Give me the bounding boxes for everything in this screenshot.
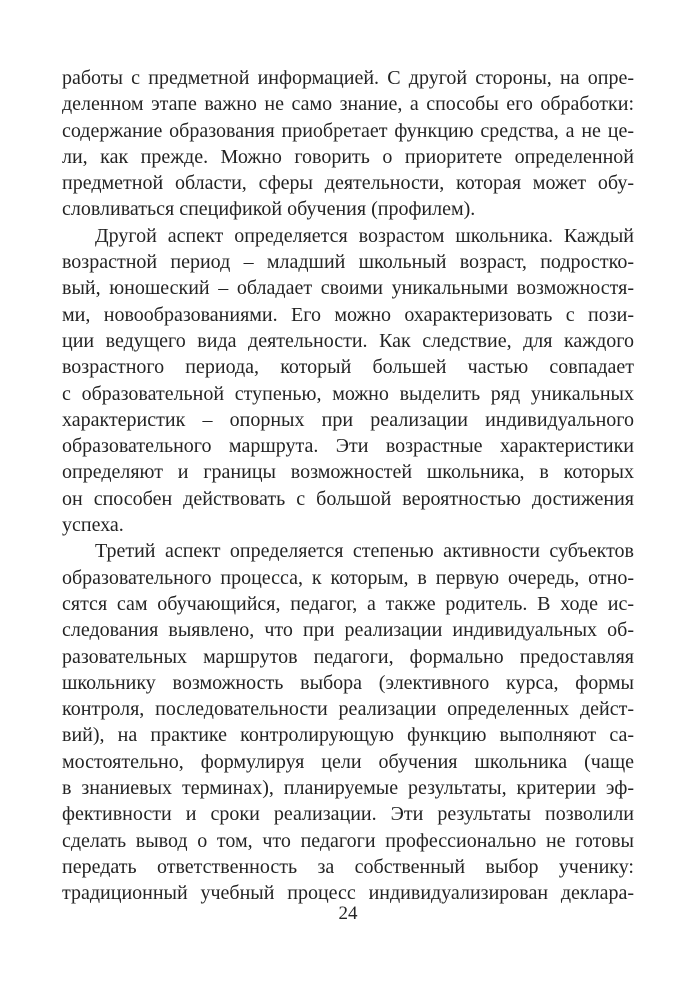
text-line: содержание образования приобретает функцию средства, а не це-: [62, 119, 634, 142]
text-line: ми, новообразованиями. Его можно охарактеризовать с пози-: [62, 303, 634, 326]
text-line: Третий аспект определяется степенью активности субъектов: [95, 540, 634, 563]
text-line: с образовательной ступенью, можно выделить ряд уникальных: [62, 382, 634, 405]
paragraph: [62, 223, 634, 539]
text-line: образовательного маршрута. Эти возрастные характеристики: [62, 435, 634, 458]
text-line: контроля, последовательности реализации определенных дейст-: [62, 698, 634, 721]
text-line: сятся сам обучающийся, педагог, а также родитель. В ходе ис-: [62, 592, 634, 615]
text-line: Другой аспект определяется возрастом школьника. Каждый: [95, 224, 634, 247]
text-line: возрастного периода, который большей частью совпадает: [62, 356, 634, 379]
text-line: работы с предметной информацией. С другой стороны, на опре-: [62, 67, 634, 89]
text-line: образовательного процесса, к которым, в первую очередь, отно-: [62, 566, 634, 589]
text-line: мостоятельно, формулируя цели обучения школьника (чаще: [62, 750, 634, 773]
text-line: определяют и границы возможностей школьника, в которых: [62, 461, 634, 484]
text-line: фективности и сроки реализации. Эти результаты позволили: [62, 803, 634, 826]
text-line: возрастной период – младший школьный возраст, подростко-: [62, 251, 634, 274]
text-line: характеристик – опорных при реализации индивидуального: [62, 408, 634, 431]
text-line: успеха.: [62, 514, 124, 537]
text-line: ции ведущего вида деятельности. Как следствие, для каждого: [62, 329, 634, 352]
text-line: деленном этапе важно не само знание, а способы его обработки:: [62, 93, 634, 116]
paragraph: [62, 538, 634, 906]
text-line: следования выявлено, что при реализации индивидуальных об-: [62, 619, 634, 642]
text-line: разовательных маршрутов педагоги, формально предоставляя: [62, 645, 634, 668]
text-line: он способен действовать с большой вероятностью достижения: [62, 487, 634, 510]
text-line: школьнику возможность выбора (элективного курса, формы: [62, 671, 634, 694]
text-line: вий), на практике контролирующую функцию выполняют са-: [62, 724, 634, 747]
text-line: предметной области, сферы деятельности, которая может обу-: [62, 172, 634, 195]
text-line: вый, юношеский – обладает своими уникальными возможностя-: [62, 277, 634, 300]
text-block: [62, 65, 634, 907]
text-line: словливаться спецификой обучения (профилем).: [62, 198, 476, 221]
text-line: сделать вывод о том, что педагоги профессионально не готовы: [62, 829, 634, 852]
text-line: в знаниевых терминах), планируемые результаты, критерии эф-: [62, 777, 634, 800]
page-number: 24: [338, 903, 358, 924]
text-line: передать ответственность за собственный выбор ученику:: [62, 855, 634, 878]
paragraph: [62, 65, 634, 223]
text-line: ли, как прежде. Можно говорить о приоритете определенной: [62, 145, 634, 168]
text-line: традиционный учебный процесс индивидуализирован деклара-: [62, 882, 634, 905]
